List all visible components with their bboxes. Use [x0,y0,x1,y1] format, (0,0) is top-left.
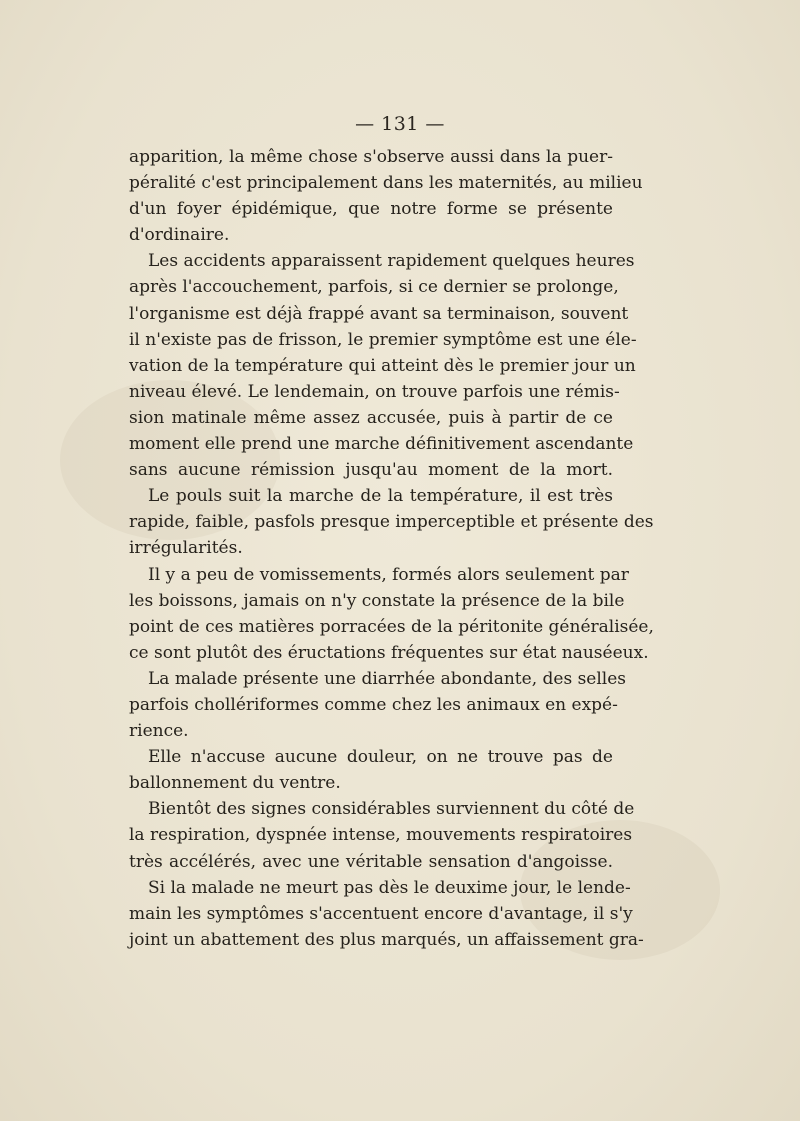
text-line: main les symptômes s'accentuent encore d'avantage, il s'y [129,903,633,924]
text-line: Si la malade ne meurt pas dès le deuxime jour, le lende- [148,877,631,898]
body-text [129,144,654,953]
text-line: niveau élevé. Le lendemain, on trouve parfois une rémis- [129,381,620,402]
text-line: il n'existe pas de frisson, le premier symptôme est une éle- [129,329,637,350]
text-line: Il y a peu de vomissements, formés alors seulement par [148,564,629,585]
text-line: Les accidents apparaissent rapidement quelques heures [148,251,635,272]
text-line: les boissons, jamais on n'y constate la présence de la bile [129,590,625,611]
text-line: péralité c'est principalement dans les maternités, au milieu [129,173,643,194]
text-line: vation de la température qui atteint dès le premier jour un [129,355,636,376]
text-line: La malade présente une diarrhée abondante, des selles [148,668,627,689]
text-line: sion matinale même assez accusée, puis à partir de ce [129,407,613,428]
text-line: très accélérés, avec une véritable sensation d'angoisse. [129,851,613,872]
text-line: la respiration, dyspnée intense, mouvements respiratoires [129,825,633,846]
text-line: d'ordinaire. [129,225,230,246]
text-line: ballonnement du ventre. [129,773,341,794]
text-line: ce sont plutôt des éructations fréquentes sur état nauséeux. [129,642,649,663]
text-line: moment elle prend une marche définitivement ascendante [129,434,634,455]
text-line: apparition, la même chose s'observe aussi dans la puer- [129,147,613,167]
page-number: — 131 — [355,113,445,135]
text-line: sans aucune rémission jusqu'au moment de la mort. [129,460,613,481]
text-line: Elle n'accuse aucune douleur, on ne trouve pas de [148,747,613,768]
text-line: l'organisme est déjà frappé avant sa terminaison, souvent [129,303,629,324]
text-line: point de ces matières porracées de la péritonite généralisée, [129,616,654,637]
text-line: Le pouls suit la marche de la température, il est très [148,486,613,507]
text-line: irrégularités. [129,538,243,559]
text-line: Bientôt des signes considérables surviennent du côté de [148,799,635,820]
text-line: rience. [129,721,189,742]
text-line: rapide, faible, pasfols presque imperceptible et présente des [129,512,654,533]
text-line: joint un abattement des plus marqués, un affaissement gra- [129,929,644,950]
text-line: d'un foyer épidémique, que notre forme se présente [129,199,613,220]
text-line: parfois chollériformes comme chez les animaux en expé- [129,694,618,715]
text-line: après l'accouchement, parfois, si ce dernier se prolonge, [129,277,619,298]
